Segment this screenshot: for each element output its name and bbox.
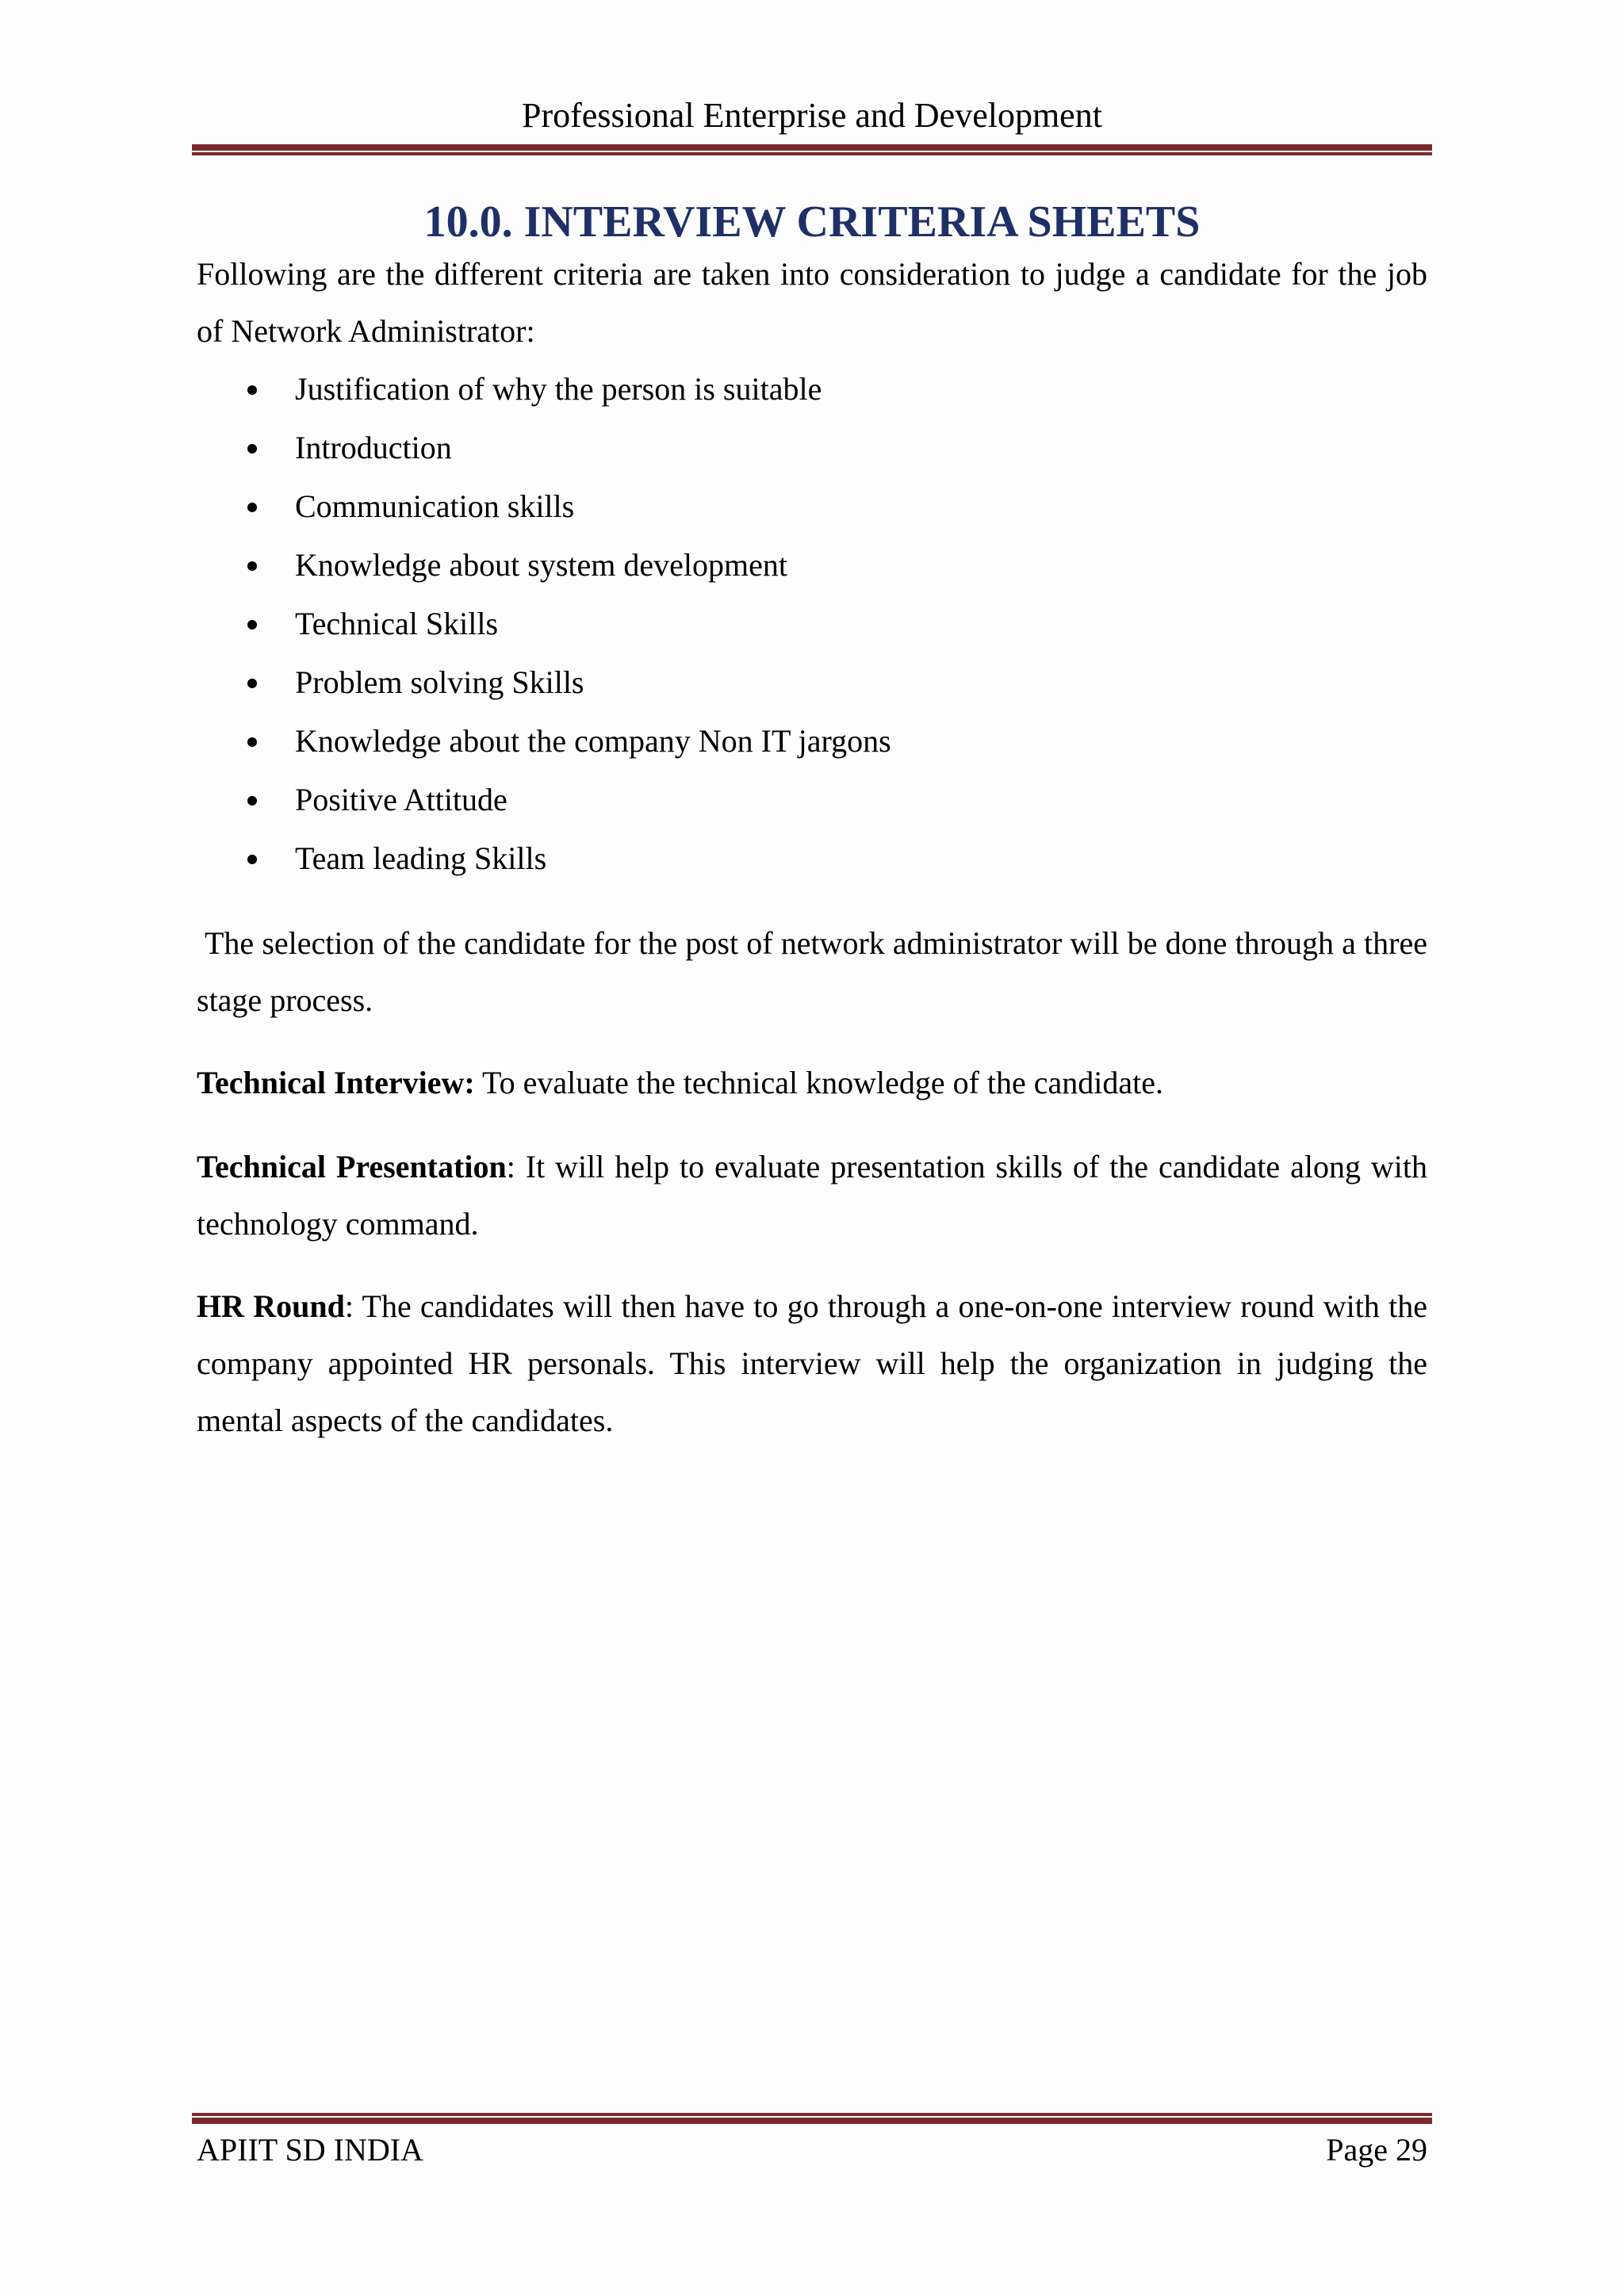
list-item-text: Problem solving Skills — [295, 664, 584, 700]
bullet-icon — [247, 561, 257, 571]
list-item-text: Positive Attitude — [295, 782, 508, 817]
section-heading: 10.0. INTERVIEW CRITERIA SHEETS — [423, 197, 1201, 247]
technical-presentation-paragraph — [197, 1138, 1427, 1253]
list-item — [197, 771, 1427, 829]
list-item — [197, 419, 1427, 477]
criteria-list — [197, 360, 1427, 888]
running-header: Professional Enterprise and Development — [522, 96, 1102, 135]
bullet-icon — [247, 679, 257, 688]
hr-round-paragraph — [197, 1278, 1427, 1449]
page-number: Page 29 — [1326, 2132, 1427, 2168]
header-rule-thick — [192, 144, 1432, 151]
footer-organization: APIIT SD INDIA — [197, 2132, 423, 2168]
bullet-icon — [247, 855, 257, 864]
bullet-icon — [247, 444, 257, 453]
bullet-icon — [247, 737, 257, 747]
hr-round-text: : The candidates will then have to go through a one-on-one interview round with the company appointed HR personals. This interview will help the organization in judging the mental aspects of the candidates. — [197, 1288, 1428, 1438]
list-item-text: Knowledge about system development — [295, 547, 787, 583]
list-item — [197, 360, 1427, 419]
list-item-text: Technical Skills — [295, 606, 499, 641]
technical-interview-label: Technical Interview: — [197, 1065, 475, 1100]
technical-presentation-label: Technical Presentation — [197, 1149, 507, 1184]
bullet-icon — [247, 503, 257, 512]
hr-round-label: HR Round — [197, 1288, 345, 1324]
list-item — [197, 595, 1427, 653]
list-item-text: Introduction — [295, 430, 452, 465]
list-item — [197, 712, 1427, 771]
list-item-text: Justification of why the person is suitable — [295, 371, 822, 407]
list-item-text: Team leading Skills — [295, 840, 547, 876]
list-item-text: Communication skills — [295, 488, 575, 524]
header-rule-thin — [192, 152, 1432, 155]
technical-interview-paragraph — [197, 1054, 1427, 1112]
list-item — [197, 653, 1427, 712]
technical-interview-text: To evaluate the technical knowledge of the candidate. — [474, 1065, 1164, 1100]
footer-rule-thick — [192, 2118, 1432, 2124]
list-item — [197, 477, 1427, 536]
bullet-icon — [247, 385, 257, 395]
technical-presentation-text: : It will help to evaluate presentation skills of the candidate along with technology command. — [197, 1149, 1427, 1242]
list-item — [197, 536, 1427, 595]
selection-paragraph: The selection of the candidate for the post of network administrator will be done through a three stage process. — [197, 925, 1427, 1018]
bullet-icon — [247, 796, 257, 806]
list-item — [197, 829, 1427, 888]
footer-rule-thin — [192, 2113, 1432, 2116]
bullet-icon — [247, 620, 257, 629]
list-item-text: Knowledge about the company Non IT jargons — [295, 723, 891, 759]
intro-paragraph: Following are the different criteria are taken into consideration to judge a candidate for the job of Network Administrator: — [197, 256, 1427, 349]
